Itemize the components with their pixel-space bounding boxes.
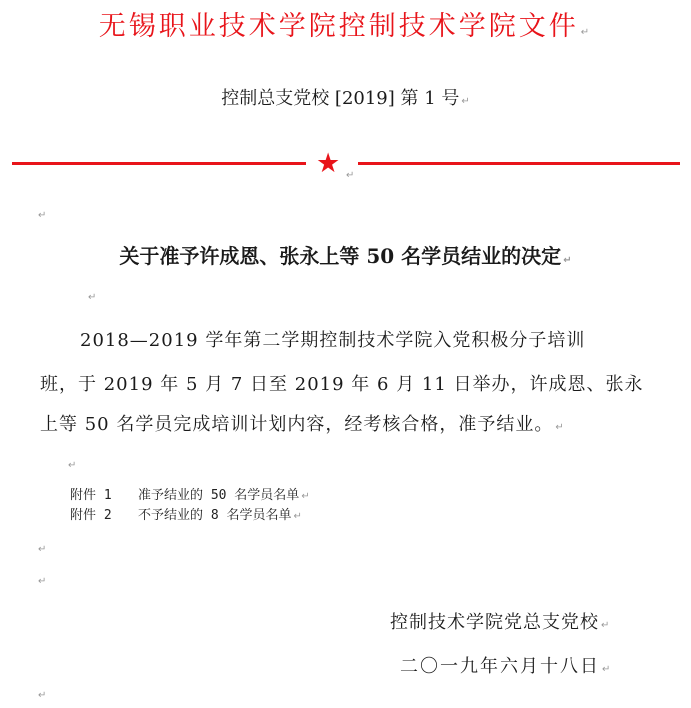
paragraph-mark-icon: ↵ — [68, 460, 77, 471]
attachment-text: 不予结业的 8 名学员名单 — [138, 508, 292, 523]
paragraph-mark-icon: ↵ — [461, 96, 470, 107]
paragraph-mark-icon: ↵ — [580, 27, 593, 38]
body-text-line: 班，于 2019 年 5 月 7 日至 2019 年 6 月 11 日举办，许成恩、张永 — [40, 374, 644, 395]
document-number: 控制总支党校 [2019] 第 1 号 ↵ — [221, 88, 470, 109]
attachment-text: 准予结业的 50 名学员名单 — [138, 488, 300, 503]
body-text-line: 上等 50 名学员完成培训计划内容，经考核合格，准予结业。 ↵ — [40, 414, 565, 435]
document-header-title: 无锡职业技术学院控制技术学院文件 ↵ — [98, 11, 593, 42]
signature-date: 二〇一九年六月十八日 ↵ — [400, 656, 613, 677]
paragraph-mark-icon: ↵ — [88, 292, 97, 303]
paragraph-mark-icon: ↵ — [555, 422, 565, 433]
red-rule-right — [358, 162, 680, 165]
decision-title: 关于准予许成恩、张永上等 50 名学员结业的决定 ↵ — [119, 244, 572, 268]
paragraph-mark-icon: ↵ — [563, 255, 572, 266]
signature-organization: 控制技术学院党总支党校 ↵ — [390, 612, 611, 633]
paragraph-mark-icon: ↵ — [38, 210, 47, 221]
attachment-label: 附件 1 — [70, 488, 112, 503]
attachment-item — [70, 504, 302, 523]
paragraph-mark-icon: ↵ — [38, 576, 47, 587]
paragraph-mark-icon: ↵ — [293, 511, 302, 522]
red-star-icon: ★ — [316, 148, 341, 179]
attachment-label: 附件 2 — [70, 508, 112, 523]
paragraph-mark-icon: ↵ — [602, 664, 613, 675]
paragraph-mark-icon: ↵ — [38, 544, 47, 555]
red-rule-left — [12, 162, 306, 165]
paragraph-mark-icon: ↵ — [301, 491, 310, 502]
paragraph-mark-icon: ↵ — [601, 620, 611, 631]
paragraph-mark-icon: ↵ — [346, 170, 355, 181]
paragraph-mark-icon: ↵ — [38, 690, 47, 701]
body-text-line: 2018—2019 学年第二学期控制技术学院入党积极分子培训 — [80, 330, 586, 351]
attachment-item — [70, 484, 310, 503]
